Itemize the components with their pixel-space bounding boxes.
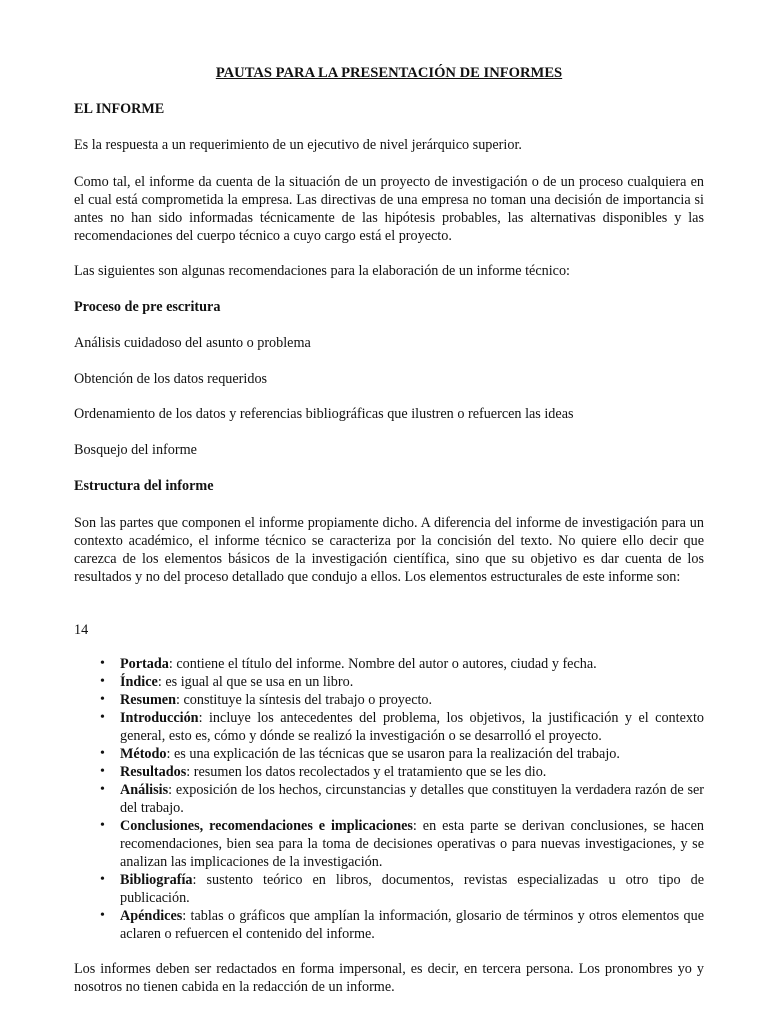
element-description: : exposición de los hechos, circunstancias y detalles que constituyen la verdadera razón de ser del trabajo. (120, 782, 704, 816)
element-term: Portada (120, 656, 169, 672)
bullet-icon: • (100, 764, 105, 779)
element-term: Análisis (120, 782, 169, 798)
list-item (74, 709, 704, 745)
intro-paragraph: Es la respuesta a un requerimiento de un ejecutivo de nivel jerárquico superior. (74, 137, 522, 153)
element-description: : incluye los antecedentes del problema, los objetivos, la justificación y el contexto general, esto es, cómo y dónde se realizó la investigación o se desarrolló el proyecto. (120, 710, 704, 744)
bullet-icon: • (100, 818, 105, 833)
section-heading: EL INFORME (74, 101, 165, 117)
element-term: Conclusiones, recomendaciones e implicaciones (120, 818, 413, 834)
list-item (74, 781, 704, 817)
document-title: PAUTAS PARA LA PRESENTACIÓN DE INFORMES (215, 65, 563, 81)
context-paragraph: Como tal, el informe da cuenta de la situación de un proyecto de investigación o de un proceso cualquiera en el cual está comprometida la empresa. Las directivas de una empresa no toman una decisión de importancia si antes no han sido informadas técnicamente de las hipótesis probables, las alternativas disponibles y las recomendaciones del cuerpo técnico a cuyo cargo está el proyecto. (74, 174, 704, 244)
element-term: Método (120, 746, 167, 762)
element-description: : en esta parte se derivan conclusiones, se hacen recomendaciones, bien sea para la toma de decisiones operativas o para nuevas investigaciones, y se analizan las implicaciones de la investigación. (120, 818, 704, 870)
element-description: : es igual al que se usa en un libro. (157, 674, 354, 690)
prewriting-heading: Proceso de pre escritura (74, 299, 221, 315)
bullet-icon: • (100, 674, 105, 689)
list-item (74, 691, 704, 709)
list-item (74, 673, 704, 691)
element-term: Introducción (120, 710, 199, 726)
list-item (74, 817, 704, 871)
structure-heading: Estructura del informe (74, 478, 214, 494)
element-description: : contiene el título del informe. Nombre del autor o autores, ciudad y fecha. (168, 656, 597, 672)
list-item (74, 745, 704, 763)
structure-elements-list (74, 655, 704, 943)
element-description: : constituye la síntesis del trabajo o proyecto. (175, 692, 433, 708)
element-description: : sustento teórico en libros, documentos, revistas especializadas u otro tipo de publicación. (120, 872, 704, 906)
prewriting-step: Análisis cuidadoso del asunto o problema (74, 335, 311, 351)
bullet-icon: • (100, 908, 105, 923)
structure-paragraph: Son las partes que componen el informe propiamente dicho. A diferencia del informe de investigación para un contexto académico, el informe técnico se caracteriza por la concisión del texto. No quiere ello decir que carezca de los elementos básicos de la investigación científica, sino que su objetivo es dar cuenta de los resultados y no del proceso detallado que condujo a ellos. Los elementos estructurales de este informe son: (74, 515, 704, 585)
bullet-icon: • (100, 710, 105, 725)
closing-paragraph: Los informes deben ser redactados en forma impersonal, es decir, en tercera persona. Los pronombres yo y nosotros no tienen cabida en la redacción de un informe. (74, 961, 704, 995)
bullet-icon: • (100, 656, 105, 671)
list-item (74, 655, 704, 673)
element-description: : es una explicación de las técnicas que se usaron para la realización del trabajo. (166, 746, 620, 762)
element-term: Índice (120, 674, 158, 690)
bullet-icon: • (100, 782, 105, 797)
element-term: Apéndices (120, 908, 183, 924)
recommendations-intro: Las siguientes son algunas recomendaciones para la elaboración de un informe técnico: (74, 263, 570, 279)
element-description: : resumen los datos recolectados y el tratamiento que se les dio. (186, 764, 547, 780)
bullet-icon: • (100, 746, 105, 761)
element-term: Resultados (120, 764, 187, 780)
list-item (74, 871, 704, 907)
bullet-icon: • (100, 872, 105, 887)
list-item (74, 907, 704, 943)
element-description: : tablas o gráficos que amplían la información, glosario de términos y otros elementos que aclaren o refuercen el contenido del informe. (120, 908, 704, 942)
prewriting-step: Bosquejo del informe (74, 442, 197, 458)
bullet-icon: • (100, 692, 105, 707)
list-item (74, 763, 704, 781)
element-term: Bibliografía (120, 872, 193, 888)
element-term: Resumen (120, 692, 176, 708)
prewriting-step: Obtención de los datos requeridos (74, 371, 268, 387)
page-number: 14 (74, 622, 89, 638)
prewriting-step: Ordenamiento de los datos y referencias bibliográficas que ilustren o refuercen las ideas (74, 406, 574, 422)
